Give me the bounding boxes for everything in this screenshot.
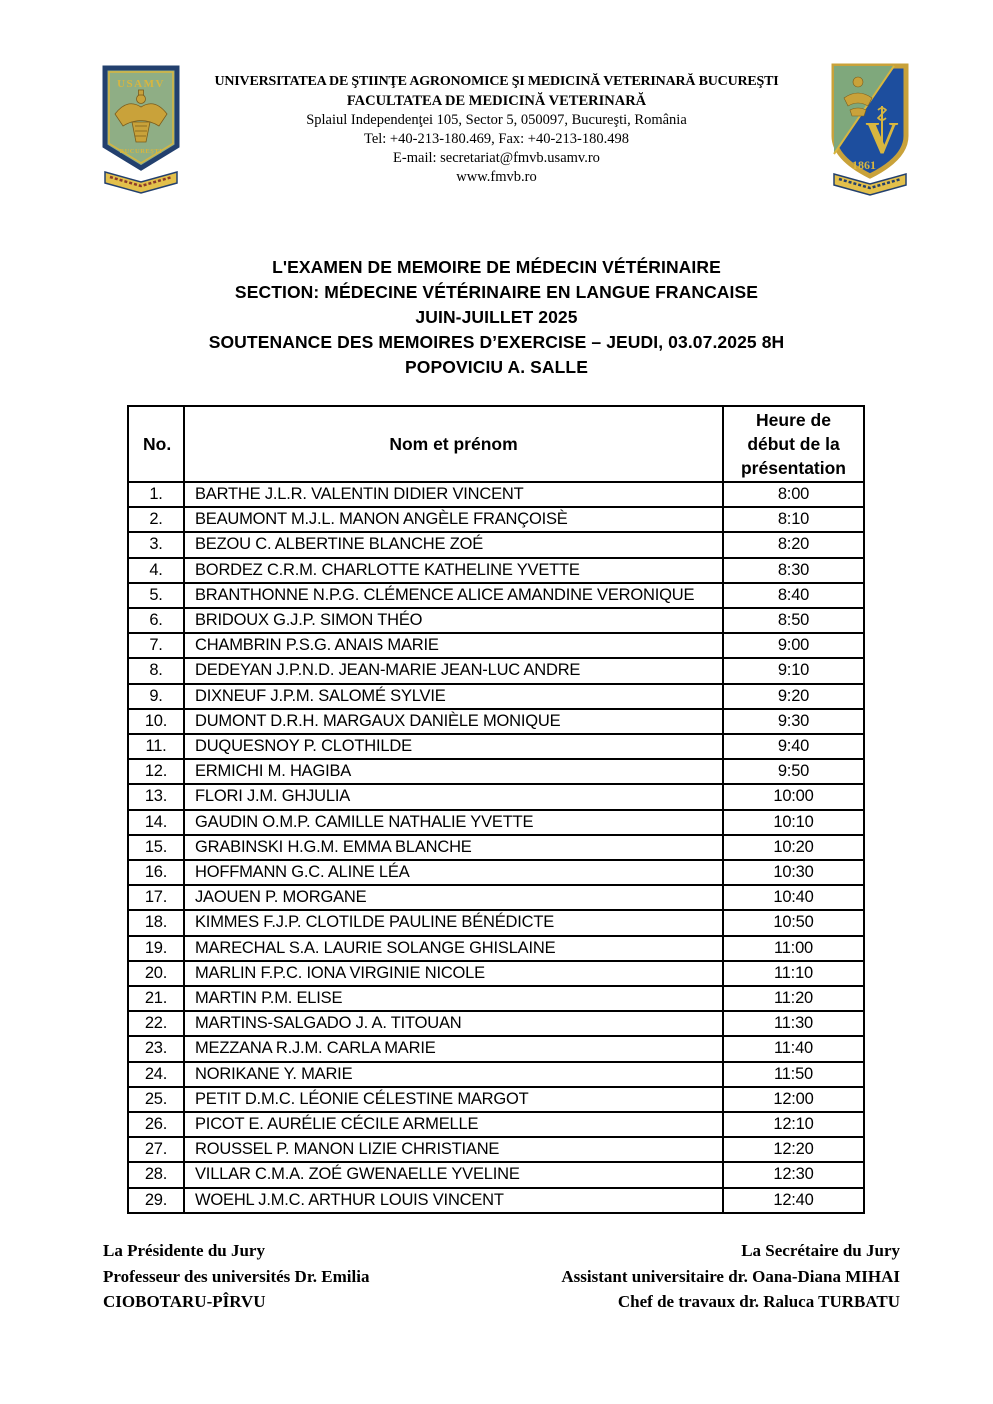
row-number: 23. bbox=[128, 1036, 184, 1061]
row-number: 2. bbox=[128, 507, 184, 532]
row-student-name: MARECHAL S.A. LAURIE SOLANGE GHISLAINE bbox=[184, 936, 723, 961]
row-student-name: ERMICHI M. HAGIBA bbox=[184, 759, 723, 784]
table-row bbox=[128, 759, 864, 784]
row-number: 15. bbox=[128, 835, 184, 860]
row-start-time: 12:20 bbox=[723, 1137, 864, 1162]
row-start-time: 11:20 bbox=[723, 986, 864, 1011]
table-row bbox=[128, 482, 864, 507]
row-student-name: VILLAR C.M.A. ZOÉ GWENAELLE YVELINE bbox=[184, 1162, 723, 1187]
row-start-time: 9:20 bbox=[723, 684, 864, 709]
column-header-time: Heure de début de la présentation bbox=[723, 406, 864, 482]
table-row bbox=[128, 885, 864, 910]
letterhead-text bbox=[167, 72, 827, 187]
row-number: 20. bbox=[128, 961, 184, 986]
title-line-salle: POPOVICIU A. SALLE bbox=[405, 357, 588, 377]
column-header-no: No. bbox=[128, 406, 184, 482]
fmv-shield-icon bbox=[822, 58, 918, 196]
column-header-name: Nom et prénom bbox=[184, 406, 723, 482]
row-student-name: PICOT E. AURÉLIE CÉCILE ARMELLE bbox=[184, 1112, 723, 1137]
row-student-name: WOEHL J.M.C. ARTHUR LOUIS VINCENT bbox=[184, 1188, 723, 1213]
row-start-time: 10:10 bbox=[723, 810, 864, 835]
row-start-time: 11:40 bbox=[723, 1036, 864, 1061]
table-row bbox=[128, 1162, 864, 1187]
table-row bbox=[128, 507, 864, 532]
usamv-logo bbox=[95, 62, 187, 199]
row-student-name: BRIDOUX G.J.P. SIMON THÉO bbox=[184, 608, 723, 633]
row-student-name: CHAMBRIN P.S.G. ANAIS MARIE bbox=[184, 633, 723, 658]
usamv-logo-city-text: BUCUREŞTI bbox=[119, 148, 163, 155]
row-start-time: 10:50 bbox=[723, 910, 864, 935]
row-student-name: ROUSSEL P. MANON LIZIE CHRISTIANE bbox=[184, 1137, 723, 1162]
president-name: CIOBOTARU-PÎRVU bbox=[103, 1292, 266, 1311]
secretary-line2: Chef de travaux dr. Raluca TURBATU bbox=[617, 1292, 900, 1311]
document-title bbox=[0, 255, 993, 380]
table-row bbox=[128, 1188, 864, 1213]
row-student-name: BARTHE J.L.R. VALENTIN DIDIER VINCENT bbox=[184, 482, 723, 507]
table-row bbox=[128, 684, 864, 709]
secretary-line1: Assistant universitaire dr. Oana-Diana MIHAI bbox=[561, 1266, 900, 1286]
row-start-time: 9:10 bbox=[723, 658, 864, 683]
president-title: La Présidente du Jury bbox=[103, 1241, 265, 1260]
row-number: 24. bbox=[128, 1062, 184, 1087]
row-start-time: 8:10 bbox=[723, 507, 864, 532]
row-number: 5. bbox=[128, 583, 184, 608]
row-start-time: 12:10 bbox=[723, 1112, 864, 1137]
row-student-name: MARLIN F.P.C. IONA VIRGINIE NICOLE bbox=[184, 961, 723, 986]
website-line: www.fmvb.ro bbox=[456, 169, 537, 185]
fmv-year-text: 1861 bbox=[852, 158, 876, 172]
row-student-name: BEAUMONT M.J.L. MANON ANGÈLE FRANÇOISÈ bbox=[184, 507, 723, 532]
row-number: 19. bbox=[128, 936, 184, 961]
secretary-signature bbox=[561, 1238, 900, 1315]
fmv-v-icon bbox=[865, 106, 898, 163]
row-start-time: 9:00 bbox=[723, 633, 864, 658]
letterhead bbox=[0, 58, 993, 198]
title-line-soutenance: SOUTENANCE DES MEMOIRES D’EXERCISE – JEUDI, 03.07.2025 8H bbox=[208, 332, 785, 352]
row-start-time: 10:00 bbox=[723, 784, 864, 809]
row-student-name: JAOUEN P. MORGANE bbox=[184, 885, 723, 910]
table-row bbox=[128, 835, 864, 860]
table-row bbox=[128, 1087, 864, 1112]
row-number: 28. bbox=[128, 1162, 184, 1187]
table-row bbox=[128, 1062, 864, 1087]
table-row bbox=[128, 986, 864, 1011]
row-start-time: 11:30 bbox=[723, 1011, 864, 1036]
row-student-name: GRABINSKI H.G.M. EMMA BLANCHE bbox=[184, 835, 723, 860]
row-start-time: 8:20 bbox=[723, 532, 864, 557]
row-start-time: 8:50 bbox=[723, 608, 864, 633]
row-start-time: 12:40 bbox=[723, 1188, 864, 1213]
title-line-period: JUIN-JUILLET 2025 bbox=[415, 307, 578, 327]
table-row bbox=[128, 961, 864, 986]
row-start-time: 9:30 bbox=[723, 709, 864, 734]
row-number: 1. bbox=[128, 482, 184, 507]
row-student-name: HOFFMANN G.C. ALINE LÉA bbox=[184, 860, 723, 885]
row-student-name: PETIT D.M.C. LÉONIE CÉLESTINE MARGOT bbox=[184, 1087, 723, 1112]
row-start-time: 9:50 bbox=[723, 759, 864, 784]
table-header-row bbox=[128, 406, 864, 482]
row-start-time: 10:30 bbox=[723, 860, 864, 885]
row-start-time: 10:40 bbox=[723, 885, 864, 910]
row-start-time: 11:10 bbox=[723, 961, 864, 986]
row-number: 13. bbox=[128, 784, 184, 809]
phone-line: Tel: +40-213-180.469, Fax: +40-213-180.498 bbox=[363, 131, 630, 147]
fmv-logo bbox=[822, 58, 918, 201]
table-row bbox=[128, 532, 864, 557]
row-number: 4. bbox=[128, 558, 184, 583]
row-start-time: 8:40 bbox=[723, 583, 864, 608]
row-student-name: FLORI J.M. GHJULIA bbox=[184, 784, 723, 809]
row-number: 18. bbox=[128, 910, 184, 935]
row-student-name: BORDEZ C.R.M. CHARLOTTE KATHELINE YVETTE bbox=[184, 558, 723, 583]
table-row bbox=[128, 936, 864, 961]
row-student-name: BEZOU C. ALBERTINE BLANCHE ZOÉ bbox=[184, 532, 723, 557]
table-row bbox=[128, 608, 864, 633]
schedule-table bbox=[127, 405, 865, 1214]
table-row bbox=[128, 1036, 864, 1061]
row-number: 29. bbox=[128, 1188, 184, 1213]
usamv-logo-text: USAMV bbox=[117, 78, 165, 90]
table-row bbox=[128, 583, 864, 608]
row-student-name: GAUDIN O.M.P. CAMILLE NATHALIE YVETTE bbox=[184, 810, 723, 835]
address-line: Splaiul Independenţei 105, Sector 5, 050097, Bucureşti, România bbox=[306, 112, 687, 128]
row-start-time: 11:50 bbox=[723, 1062, 864, 1087]
table-row bbox=[128, 784, 864, 809]
president-function: Professeur des universités Dr. Emilia bbox=[103, 1266, 370, 1286]
secretary-title: La Secrétaire du Jury bbox=[741, 1241, 900, 1260]
svg-text:V: V bbox=[865, 112, 899, 163]
row-number: 21. bbox=[128, 986, 184, 1011]
row-number: 26. bbox=[128, 1112, 184, 1137]
row-number: 3. bbox=[128, 532, 184, 557]
row-number: 10. bbox=[128, 709, 184, 734]
row-student-name: DUQUESNOY P. CLOTHILDE bbox=[184, 734, 723, 759]
row-start-time: 11:00 bbox=[723, 936, 864, 961]
row-number: 8. bbox=[128, 658, 184, 683]
row-number: 17. bbox=[128, 885, 184, 910]
faculty-name: FACULTATEA DE MEDICINĂ VETERINARĂ bbox=[346, 93, 647, 109]
table-row bbox=[128, 1137, 864, 1162]
schedule-table-body bbox=[128, 482, 864, 1213]
usamv-banner-icon bbox=[105, 172, 177, 193]
row-number: 12. bbox=[128, 759, 184, 784]
row-student-name: DUMONT D.R.H. MARGAUX DANIÈLE MONIQUE bbox=[184, 709, 723, 734]
row-number: 27. bbox=[128, 1137, 184, 1162]
usamv-shield-icon bbox=[95, 62, 187, 194]
table-row bbox=[128, 860, 864, 885]
row-number: 14. bbox=[128, 810, 184, 835]
row-student-name: MARTINS-SALGADO J. A. TITOUAN bbox=[184, 1011, 723, 1036]
table-row bbox=[128, 658, 864, 683]
row-number: 6. bbox=[128, 608, 184, 633]
title-line-exam: L'EXAMEN DE MEMOIRE DE MÉDECIN VÉTÉRINAIRE bbox=[272, 257, 721, 277]
row-start-time: 10:20 bbox=[723, 835, 864, 860]
row-student-name: DIXNEUF J.P.M. SALOMÉ SYLVIE bbox=[184, 684, 723, 709]
row-student-name: MEZZANA R.J.M. CARLA MARIE bbox=[184, 1036, 723, 1061]
title-line-section: SECTION: MÉDECINE VÉTÉRINAIRE EN LANGUE FRANCAISE bbox=[234, 282, 759, 302]
row-student-name: MARTIN P.M. ELISE bbox=[184, 986, 723, 1011]
row-start-time: 12:30 bbox=[723, 1162, 864, 1187]
row-student-name: NORIKANE Y. MARIE bbox=[184, 1062, 723, 1087]
president-signature bbox=[103, 1238, 369, 1315]
table-row bbox=[128, 910, 864, 935]
row-number: 16. bbox=[128, 860, 184, 885]
row-start-time: 12:00 bbox=[723, 1087, 864, 1112]
row-number: 9. bbox=[128, 684, 184, 709]
row-student-name: DEDEYAN J.P.N.D. JEAN-MARIE JEAN-LUC ANDRE bbox=[184, 658, 723, 683]
row-start-time: 9:40 bbox=[723, 734, 864, 759]
row-number: 11. bbox=[128, 734, 184, 759]
table-row bbox=[128, 633, 864, 658]
signature-block bbox=[103, 1238, 900, 1315]
row-student-name: BRANTHONNE N.P.G. CLÉMENCE ALICE AMANDINE VERONIQUE bbox=[184, 583, 723, 608]
row-student-name: KIMMES F.J.P. CLOTILDE PAULINE BÉNÉDICTE bbox=[184, 910, 723, 935]
row-start-time: 8:30 bbox=[723, 558, 864, 583]
table-row bbox=[128, 734, 864, 759]
email-line: E-mail: secretariat@fmvb.usamv.ro bbox=[393, 150, 600, 166]
table-row bbox=[128, 558, 864, 583]
row-number: 22. bbox=[128, 1011, 184, 1036]
table-row bbox=[128, 1112, 864, 1137]
university-name: UNIVERSITATEA DE ŞTIINŢE AGRONOMICE ŞI MEDICINĂ VETERINARĂ BUCUREŞTI bbox=[214, 74, 779, 89]
row-number: 7. bbox=[128, 633, 184, 658]
table-row bbox=[128, 810, 864, 835]
table-row bbox=[128, 1011, 864, 1036]
row-number: 25. bbox=[128, 1087, 184, 1112]
row-start-time: 8:00 bbox=[723, 482, 864, 507]
table-row bbox=[128, 709, 864, 734]
